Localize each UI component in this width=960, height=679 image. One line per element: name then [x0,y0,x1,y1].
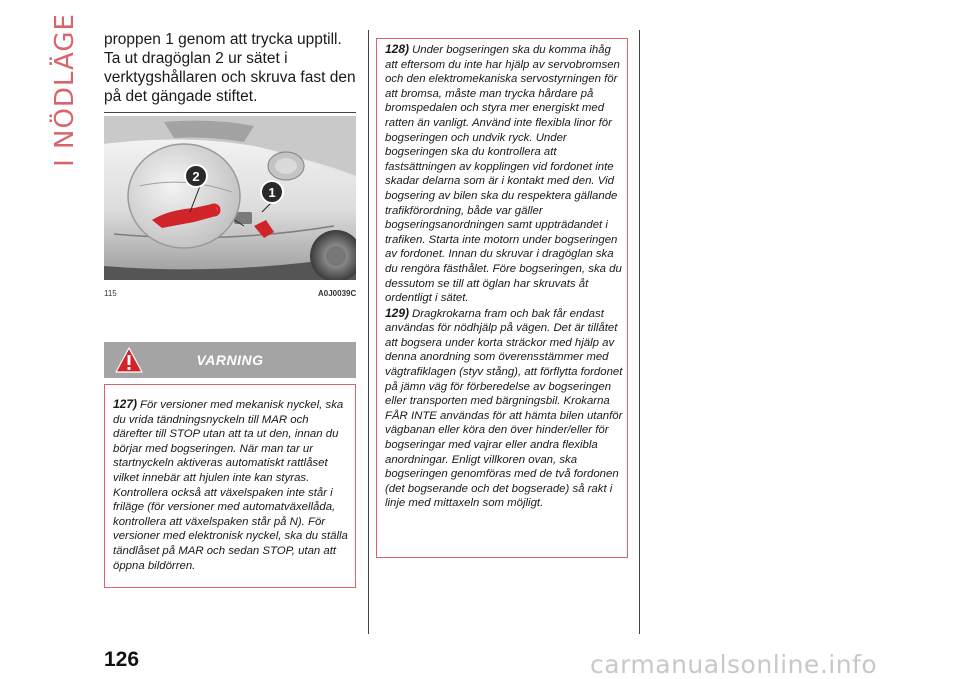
warning-header [104,342,356,378]
figure-top-rule [104,112,356,113]
figure-code: A0J0039C [318,289,357,298]
page-number: 126 [104,648,140,671]
warning-note [385,306,623,511]
note-text: Under bogseringen ska du komma ihåg att eftersom du inte har hjälp av servobromsen och den elektromekaniska servostyrningen för att bromsa, måste man trycka hårdare på bromspedalen och styra mer energiskt med ratten än vanligt. Använd inte flexibla linor för bogseringen och undvik ryck. Under bogseringen ska du kontrollera att fastsättningen av kopplingen vid fordonet inte skadar delarna som är i kontakt med den. Vid bogsering av bilen ska du respektera gällande trafikförordning, både var gäller bogseringsanordningen samt uppträdandet i trafiken. Starta inte motorn under bogseringen av fordonet. Innan du skruvar i dragöglan ska du rengöra fästhålet. Före bogseringen, ska du dessutom se till att öglan har skruvats åt ordentligt i sätet. [385,44,622,305]
warning-title: VARNING [196,352,264,368]
warning-note [385,42,623,306]
note-id: 129) [385,305,410,320]
figure-number: 115 [104,289,117,298]
warning-box [104,384,356,588]
watermark: carmanualsonline.info [590,650,878,679]
section-tab [50,13,81,167]
note-text: För versioner med mekanisk nyckel, ska du vrida tändningsnyckeln till MAR och därefter till STOP utan att ta ut den, innan du börjar med bogseringen. När man tar ur startnyckeln aktiveras automatiskt rattlåset vilket innebär att hjulen inte kan styras. Kontrollera också att växelspaken inte står i friläge (för versioner med automatväxellåda, kontrollera att växelspaken står på N). För versioner med elektronisk nyckel, ska du ställa tändlåset på MAR och sedan STOP, utan att öppna bildörren. [113,399,348,572]
intro-paragraph: proppen 1 genom att trycka upptill. Ta ut dragöglan 2 ur sätet i verktygshållaren och skruva fast den på det gängade stiftet. [104,31,356,105]
warning-note [113,397,351,573]
callout-label: 1 [268,185,276,200]
column-divider [639,30,640,634]
note-text: Dragkrokarna fram och bak får endast användas för nödhjälp på vägen. Det är tillåtet att bogsera under korta sträckor med hjälp av denna anordning som överensstämmer med vägtrafiklagen (styv stång), att förflytta fordonet på jämn väg för förberedelse av bogseringen eller transporten med bärgningsbil. Krokarna FÅR INTE användas för att hämta bilen utanför vägbanan eller köra den över hinder/eller för bogseringar med vajrar eller andra flexibla anordningar. Enligt villkoren ovan, ska bogseringen genomföras med de två fordonen (det bogserande och det bogserade) så rakt i linje med mittaxeln som möjligt. [385,307,623,510]
warning-triangle-icon [114,346,144,374]
column-divider [368,30,369,634]
warning-box [376,38,628,558]
car-rear-illustration [104,116,356,280]
note-id: 127) [113,397,138,411]
callout-label: 2 [192,169,200,184]
towing-hook-figure [104,116,356,280]
note-id: 128) [385,42,410,56]
section-tab-label: I NÖDLÄGE [50,13,81,167]
